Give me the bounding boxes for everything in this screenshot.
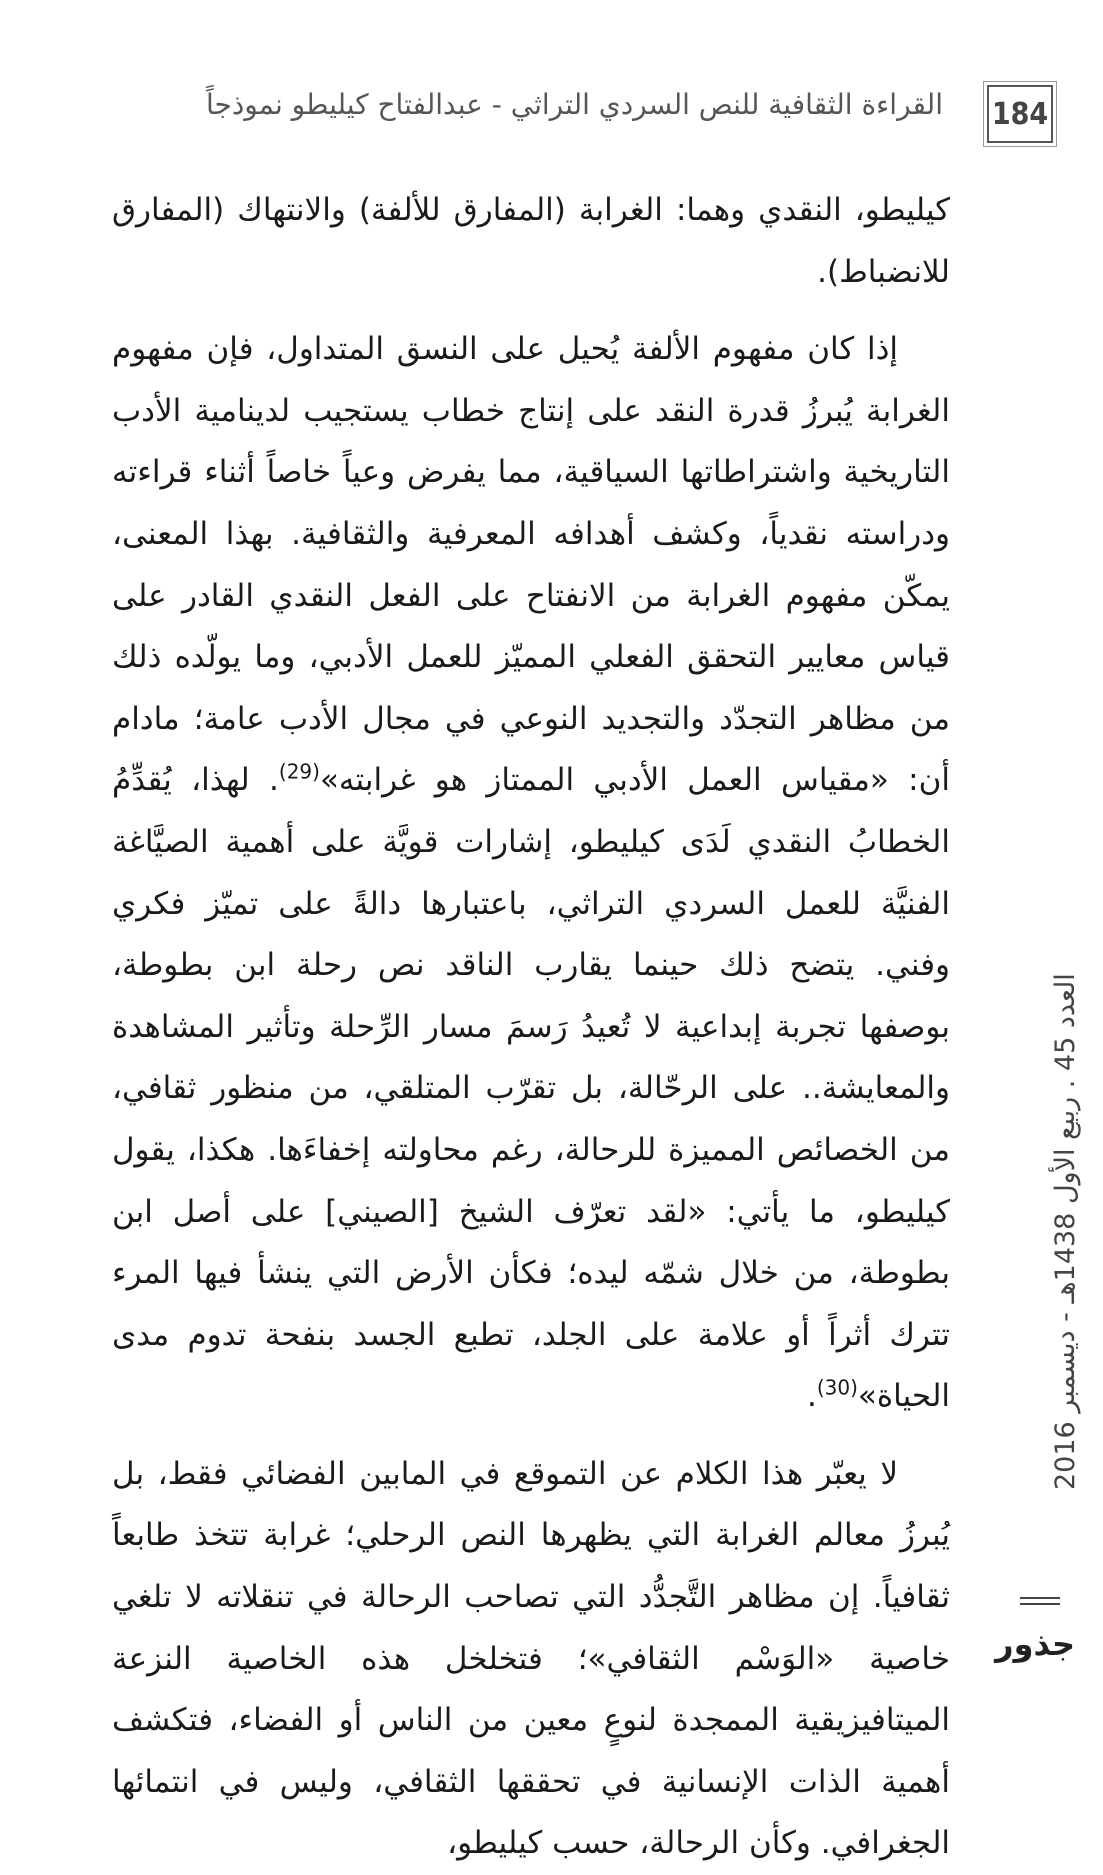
paragraph-2: [112, 319, 950, 1428]
paragraph-2-text-a: إذا كان مفهوم الألفة يُحيل على النسق المتداول، فإن مفهوم الغرابة يُبرزُ قدرة النقد على إنتاج خطاب يستجيب لدينامية الأدب التاريخية واشتراطاتها السياقية، مما يفرض وعياً خاصاً أثناء قراءته ودراسته نقدياً، وكشف أهدافه المعرفية والثقافية. بهذا المعنى، يمكّن مفهوم الغرابة من الانفتاح على الفعل النقدي القادر على قياس معايير التحقق الفعلي المميّز للعمل الأدبي، وما يولّده ذلك من مظاهر التجدّد والتجديد النوعي في مجال الأدب عامة؛ مادام أن: «مقياس العمل الأدبي الممتاز هو غرابته»: [112, 331, 950, 799]
paragraph-2-text-b: . لهذا، يُقدِّمُ الخطابُ النقدي لَدَى كيليطو، إشارات قويَّة على أهمية الصيَّاغة الفنيَّة للعمل السردي التراثي، باعتبارها دالةً على تميّز فكري وفني. يتضح ذلك حينما يقارب الناقد نص رحلة ابن بطوطة، بوصفها تجربة إبداعية لا تُعيدُ رَسمَ مسار الرِّحلة وتأثير المشاهدة والمعايشة.. على الرحّالة، بل تقرّب المتلقي، من منظور ثقافي، من الخصائص المميزة للرحالة، رغم محاولته إخفاءَها. هكذا، يقول كيليطو، ما يأتي: «لقد تعرّف الشيخ [الصيني] على أصل ابن بطوطة، من خلال شمّه ليده؛ فكأن الأرض التي ينشأ فيها المرء تترك أثراً أو علامة على الجلد، تطبع الجسد بنفحة تدوم مدى الحياة»: [112, 762, 950, 1415]
paragraph-1: كيليطو، النقدي وهما: الغرابة (المفارق للألفة) والانتهاك (المفارق للانضباط).: [112, 192, 950, 290]
page-number: 184: [987, 85, 1053, 143]
footnote-ref-30: (30): [816, 1375, 858, 1400]
side-divider: [1020, 1597, 1060, 1605]
paragraph-3: لا يعبّر هذا الكلام عن التموقع في المابين الفضائي فقط، بل يُبرزُ معالم الغرابة التي يظهرها النص الرحلي؛ غرابة تتخذ طابعاً ثقافياً. إن مظاهر التَّجدُّد التي تصاحب الرحالة في تنقلاته لا تلغي خاصية «الوَسْم الثقافي»؛ فتخلخل هذه الخاصية النزعة الميتافيزيقية الممجدة لنوعٍ معين من الناس أو الفضاء، فتكشف أهمية الذات الإنسانية في تحققها الثقافي، وليس في انتمائها الجغرافي. وكأن الرحالة، حسب كيليطو،: [112, 1455, 950, 1862]
journal-logo: جذور: [995, 1625, 1075, 1663]
footnote-ref-29: (29): [278, 760, 320, 785]
running-header-title: القراءة الثقافية للنص السردي التراثي - عبدالفتاح كيليطو نموذجاً: [205, 88, 943, 121]
paragraph-2-text-c: .: [806, 1378, 817, 1415]
issue-info-vertical: العدد 45 . ربيع الأول 1438هـ - ديسمبر 2016: [1050, 973, 1081, 1490]
article-body: [112, 180, 950, 1875]
